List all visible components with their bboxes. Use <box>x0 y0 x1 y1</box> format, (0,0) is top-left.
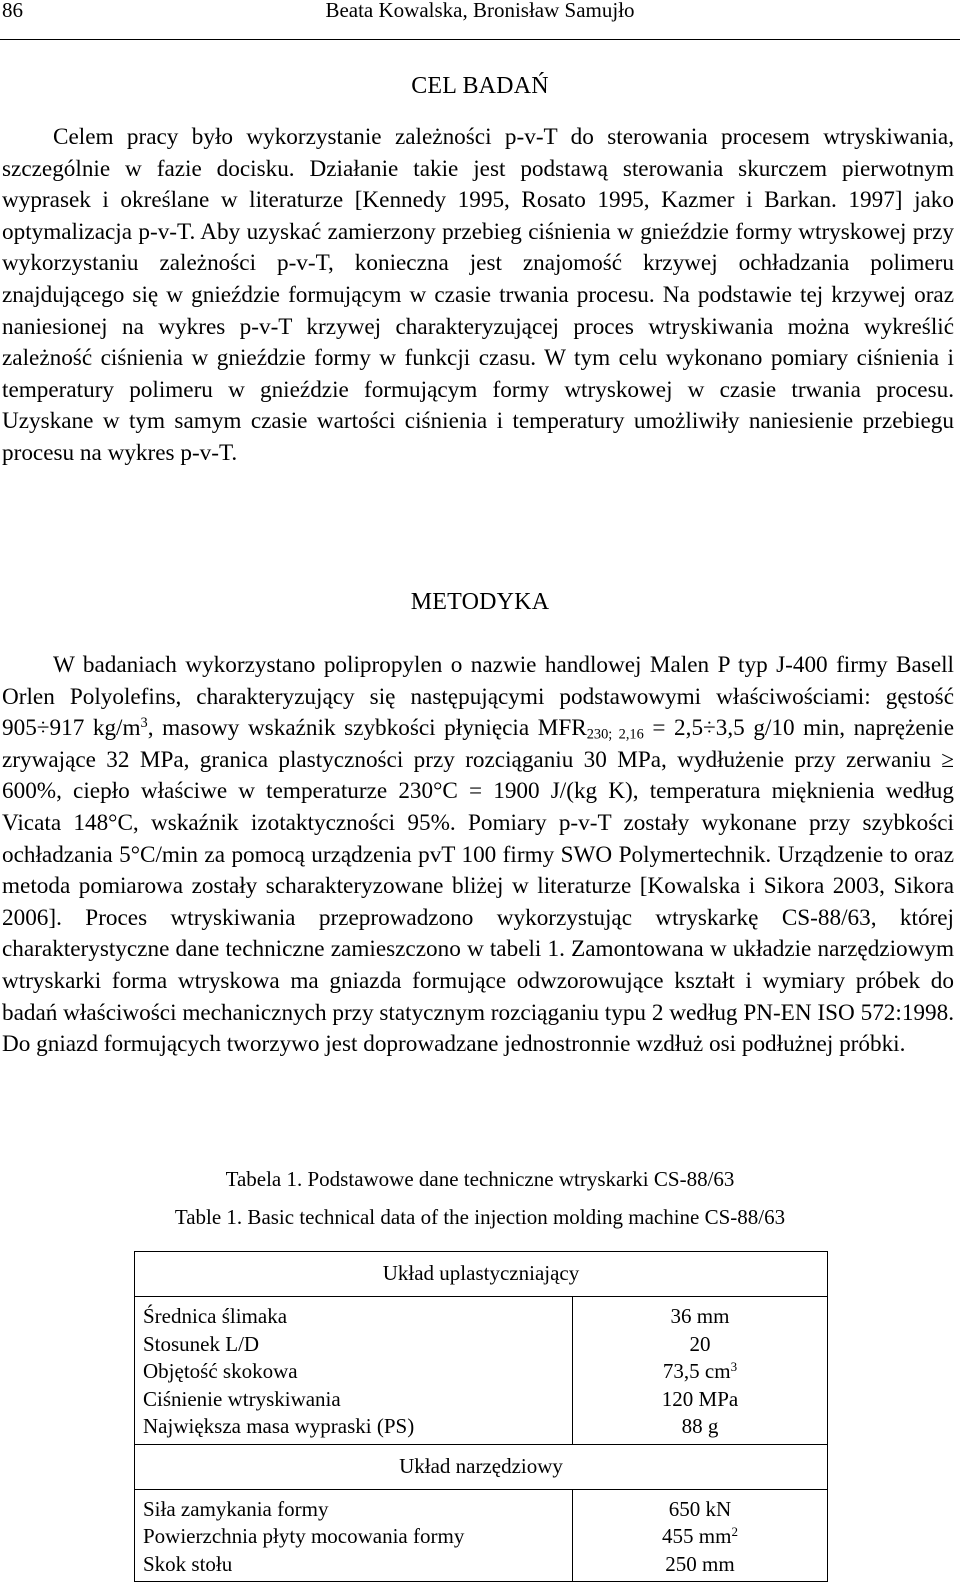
row-value: 88 g <box>573 1413 828 1444</box>
section-title-metodyka: METODYKA <box>410 589 550 615</box>
row-label: Skok stołu <box>135 1551 573 1582</box>
table-row <box>135 1331 828 1359</box>
table-caption-pl: Tabela 1. Podstawowe dane techniczne wtryskarki CS-88/63 <box>225 1167 735 1191</box>
row-label: Powierzchnia płyty mocowania formy <box>135 1523 573 1551</box>
row-value: 650 kN <box>573 1489 828 1523</box>
density-unit-superscript: 3 <box>140 715 148 732</box>
header-rule <box>0 39 960 40</box>
table-group-header <box>135 1444 828 1489</box>
mfr-subscript: 230; 2,16 <box>586 726 644 743</box>
running-header <box>0 0 960 38</box>
table-row <box>135 1358 828 1386</box>
metodyka-text-part2: , masowy wskaźnik szybkości płynięcia MFR <box>147 715 587 742</box>
row-label: Siła zamykania formy <box>135 1489 573 1523</box>
group-title-tooling: Układ narzędziowy <box>135 1444 828 1489</box>
table-row <box>135 1489 828 1523</box>
table-row <box>135 1523 828 1551</box>
row-value: 455 $mm^2$ <box>573 1523 828 1551</box>
row-value: 73,5 $cm^3$ <box>573 1358 828 1386</box>
group-title-plasticizing: Układ uplastyczniający <box>135 1252 828 1297</box>
technical-data-table <box>134 1251 828 1582</box>
row-label: Ciśnienie wtryskiwania <box>135 1386 573 1414</box>
section-title-cel-badan: CEL BADAŃ <box>411 73 549 99</box>
table-row <box>135 1386 828 1414</box>
row-label: Średnica ślimaka <box>135 1297 573 1331</box>
table-group-header <box>135 1252 828 1297</box>
table-caption-en: Table 1. Basic technical data of the injection molding machine CS-88/63 <box>174 1205 786 1229</box>
row-value: 250 mm <box>573 1551 828 1582</box>
paragraph-cel-badan: Celem pracy było wykorzystanie zależności p-v-T do sterowania procesem wtryskiwania, szczególnie w fazie docisku. Działanie takie jest podstawą sterowania skurczem pierwotnym wyprasek i określane w literaturze [Kennedy 1995, Rosato 1995, Kazmer i Barkan. 1997] jako optymalizacja p-v-T. Aby uzyskać zamierzony przebieg ciśnienia w gnieździe formy wtryskowej przy wykorzystaniu zależności p-v-T, konieczna jest znajomość krzywej ochładzania polimeru znajdującego się w gnieździe formującym w czasie trwania procesu. Na podstawie tej krzywej oraz naniesionej na wykres p-v-T krzywej charakteryzującej proces wtryskiwania można wykreślić zależność ciśnienia w gnieździe formy w funkcji czasu. W tym celu wykonano pomiary ciśnienia i temperatury polimeru w gnieździe formującym formy wtryskowej w czasie trwania procesu. Uzyskane w tym samym czasie wartości ciśnienia i temperatury umożliwiły naniesienie przebiegu procesu na wykres p-v-T. <box>2 124 954 466</box>
row-value: 36 mm <box>573 1297 828 1331</box>
running-header-authors: Beata Kowalska, Bronisław Samujło <box>325 0 635 22</box>
metodyka-text-part1: W badaniach wykorzystano polipropylen o nazwie handlowej Malen P typ J-400 firmy Basell Orlen Polyolefins, charakteryzujący się następującymi podstawowymi właściwościami: gęstość 905÷917 kg/m <box>2 652 954 742</box>
row-value: 120 MPa <box>573 1386 828 1414</box>
table-row <box>135 1413 828 1444</box>
row-label: Stosunek L/D <box>135 1331 573 1359</box>
page-number: 86 <box>2 0 23 22</box>
row-label: Objętość skokowa <box>135 1358 573 1386</box>
table-row <box>135 1297 828 1331</box>
table-row <box>135 1551 828 1582</box>
row-value: 20 <box>573 1331 828 1359</box>
metodyka-text-part3: = 2,5÷3,5 g/10 min, naprężenie zrywające 32 MPa, granica plastyczności przy rozciąganiu 30 MPa, wydłużenie przy zerwaniu ≥ 600%, ciepło właściwe w temperaturze 230°C = 1900 J/(kg K), temperatura mięknienia według Vicata 148°C, wskaźnik izotaktyczności 95%. Pomiary p-v-T zostały wykonane przy szybkości ochładzania 5°C/min za pomocą urządzenia pvT 100 firmy SWO Polymertechnik. Urządzenie to oraz metoda pomiarowa zostały scharakteryzowane bliżej w literaturze [Kowalska i Sikora 2003, Sikora 2006]. Proces wtryskiwania przeprowadzono wykorzystując wtryskarkę CS-88/63, której charakterystyczne dane techniczne zamieszczono w tabeli 1. Zamontowana w układzie narzędziowym wtryskarki forma wtryskowa ma gniazda formujące odwzorowujące kształt i wymiary próbek do badań właściwości mechanicznych przy statycznym rozciąganiu typu 2 według PN-EN ISO 572:1998. Do gniazd formujących tworzywo jest doprowadzane jednostronnie wzdłuż osi podłużnej próbki. <box>2 715 954 1058</box>
row-label: Największa masa wypraski (PS) <box>135 1413 573 1444</box>
paragraph-metodyka <box>2 650 954 1061</box>
